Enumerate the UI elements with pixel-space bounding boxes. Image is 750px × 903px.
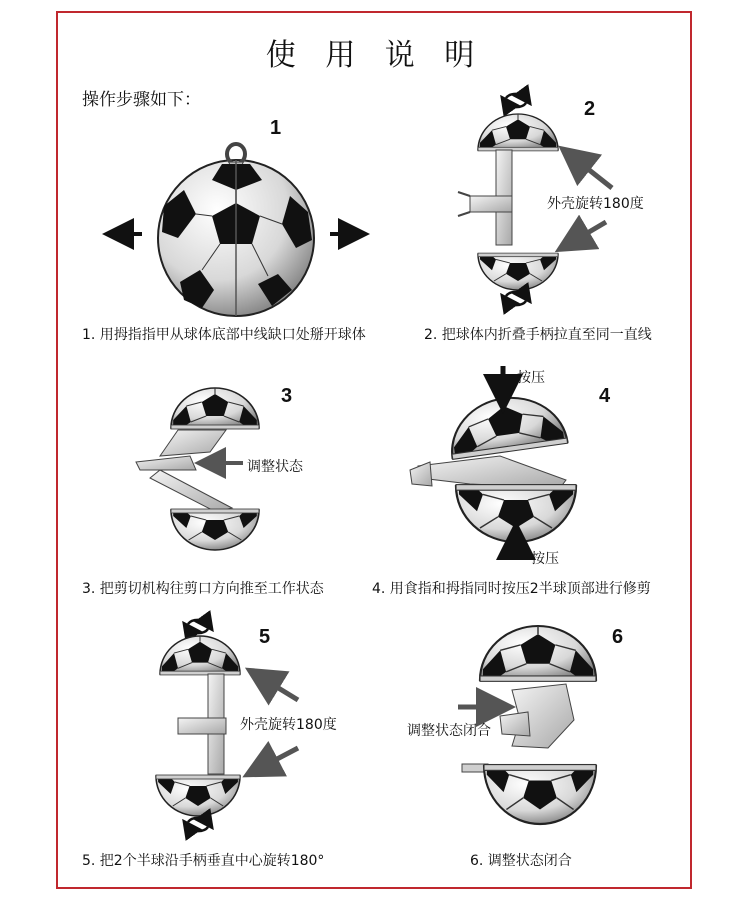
step-number-2: 2 bbox=[584, 98, 596, 120]
step4-press-top-label: 按压 bbox=[517, 370, 545, 386]
step3-illustration bbox=[136, 388, 259, 550]
step1-ball-illustration bbox=[158, 144, 314, 316]
step2-rotate-label: 外壳旋转180度 bbox=[547, 196, 644, 212]
step-number-5: 5 bbox=[259, 626, 271, 648]
subtitle: 操作步骤如下： bbox=[82, 90, 201, 110]
step-number-4: 4 bbox=[599, 385, 611, 407]
step4-illustration bbox=[410, 390, 576, 542]
step1-caption: 1. 用拇指指甲从球体底部中线缺口处掰开球体 bbox=[82, 327, 366, 343]
step6-close-label: 调整状态闭合 bbox=[407, 723, 491, 739]
page-title: 使 用 说 明 bbox=[265, 38, 485, 73]
step4-press-bottom-label: 按压 bbox=[531, 551, 559, 567]
step3-adjust-label: 调整状态 bbox=[247, 459, 303, 475]
step2-illustration bbox=[458, 94, 558, 305]
step6-caption: 6. 调整状态闭合 bbox=[470, 853, 572, 869]
step2-caption: 2. 把球体内折叠手柄拉直至同一直线 bbox=[424, 327, 652, 343]
step5-rotate-label: 外壳旋转180度 bbox=[240, 717, 337, 733]
step-number-1: 1 bbox=[270, 117, 282, 139]
step-number-3: 3 bbox=[281, 385, 293, 407]
step4-caption: 4. 用食指和拇指同时按压2半球顶部进行修剪 bbox=[372, 581, 651, 597]
step5-illustration bbox=[156, 620, 240, 831]
step-number-6: 6 bbox=[612, 626, 624, 648]
step5-caption: 5. 把2个半球沿手柄垂直中心旋转180° bbox=[82, 853, 325, 869]
step3-caption: 3. 把剪切机构往剪口方向推至工作状态 bbox=[82, 581, 324, 597]
